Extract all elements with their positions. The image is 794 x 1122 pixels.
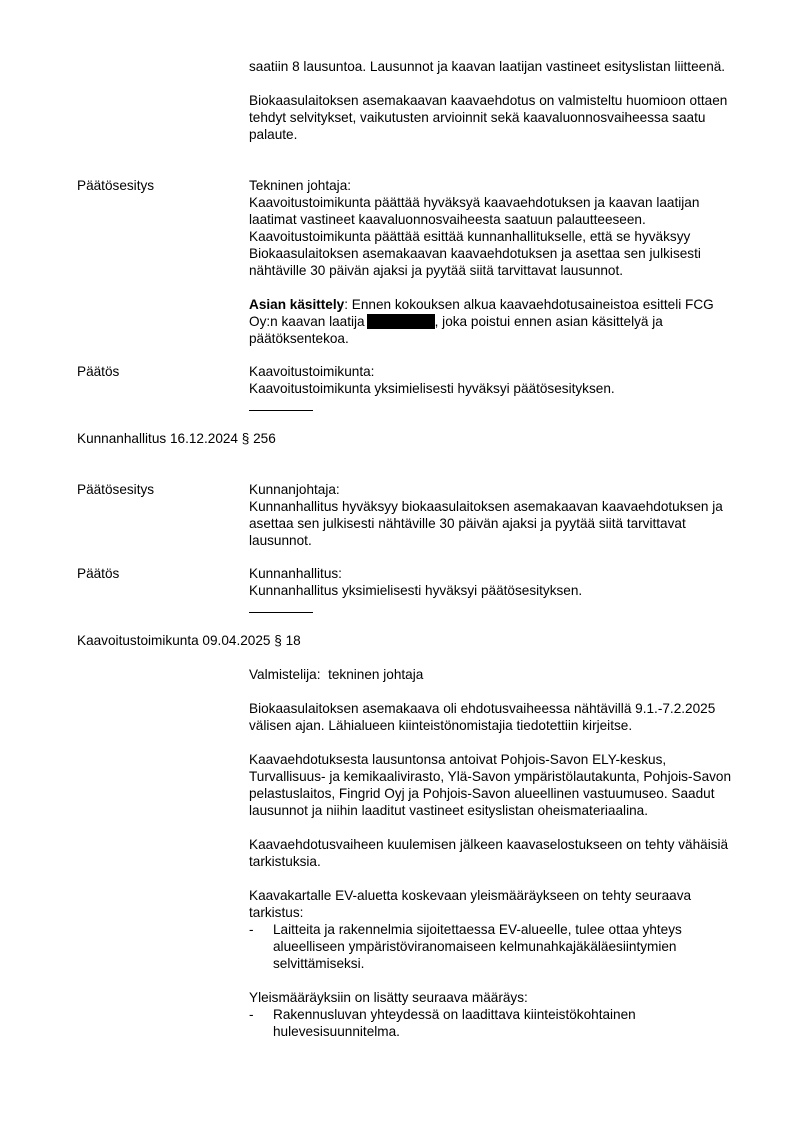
intro-paragraph-2: Biokaasulaitoksen asemakaavan kaavaehdotus on valmisteltu huomioon ottaen tehdyt selvitykset, vaikutusten arvioinnit sekä kaavaluonnosvaiheessa saatu palaute. xyxy=(249,93,728,142)
proposal-block-2 xyxy=(249,481,741,549)
redaction-box xyxy=(367,314,435,329)
general-regulation-paragraph: Yleismääräyksiin on lisätty seuraava määräys: xyxy=(249,990,528,1005)
decision-block-2 xyxy=(249,565,741,599)
proposal-block xyxy=(249,177,741,347)
revisions-paragraph: Kaavaehdotusvaiheen kuulemisen jälkeen kaavaselostukseen on tehty vähäisiä tarkistuksia. xyxy=(249,837,729,869)
decision-text-2: Kunnanhallitus yksimielisesti hyväksyi päätösesityksen. xyxy=(249,583,583,598)
proposer-2: Kunnanjohtaja: xyxy=(249,482,340,497)
bullet-text-2: Rakennusluvan yhteydessä on laadittava kiinteistökohtainen hulevesisuunnitelma. xyxy=(273,1007,636,1039)
bullet-item-1 xyxy=(249,921,741,972)
preparer-line: Valmistelija: tekninen johtaja xyxy=(249,667,424,682)
exhibition-paragraph: Biokaasulaitoksen asemakaava oli ehdotusvaiheessa nähtävillä 9.1.-7.2.2025 välisen ajan. Lähialueen kiinteistönomistajia tiedotettiin kirjeitse. xyxy=(249,701,716,733)
proposer: Tekninen johtaja: xyxy=(249,178,352,193)
handling-paragraph xyxy=(249,296,741,347)
ev-area-paragraph: Kaavakartalle EV-aluetta koskevaan yleismääräykseen on tehty seuraava tarkistus: xyxy=(249,888,692,920)
proposal-label: Päätösesitys xyxy=(77,178,155,193)
section-heading-kaavoitustoimikunta: Kaavoitustoimikunta 09.04.2025 § 18 xyxy=(77,633,301,648)
decision-block xyxy=(249,363,741,397)
section-heading-kunnanhallitus: Kunnanhallitus 16.12.2024 § 256 xyxy=(77,431,276,446)
bullet-text-1: Laitteita ja rakennelmia sijoitettaessa EV-alueelle, tulee ottaa yhteys alueelliseen ympäristöviranomaiseen kelmunahkajäkäläesiintymien selvittämiseksi. xyxy=(273,922,682,971)
handling-text-start: : Ennen kokouksen alkua kaavaehdotusaineistoa esitteli FCG Oy:n kaavan laatija xyxy=(249,297,714,329)
separator-line xyxy=(249,410,313,411)
handling-text-end: , joka poistui ennen asian käsittelyä ja päätöksentekoa. xyxy=(249,314,663,346)
intro-paragraph-1: saatiin 8 lausuntoa. Lausunnot ja kaavan laatijan vastineet esityslistan liitteenä. xyxy=(249,59,726,74)
proposal-text: Kaavoitustoimikunta päättää hyväksyä kaavaehdotuksen ja kaavan laatijan laatimat vastineet kaavaluonnosvaiheesta saatuun palautteeseen. Kaavoitustoimikunta päättää esittää kunnanhallitukselle, että se hyväksyy Biokaasulaitoksen asemakaavan kaavaehdotuksen ja asettaa sen julkisesti nähtäville 30 päivän ajaksi ja pyytää siitä tarvittavat lausunnot. xyxy=(249,195,701,278)
decision-label-2: Päätös xyxy=(77,566,120,581)
preparation-block xyxy=(249,666,741,1040)
handling-heading: Asian käsittely xyxy=(249,297,345,312)
statements-paragraph: Kaavaehdotuksesta lausuntonsa antoivat Pohjois-Savon ELY-keskus, Turvallisuus- ja kemikaalivirasto, Ylä-Savon ympäristölautakunta, Pohjois-Savon pelastuslaitos, Fingrid Oyj ja Pohjois-Savon alueellinen vastuumuseo. Saadut lausunnot ja niihin laaditut vastineet esityslistan oheismateriaalina. xyxy=(249,752,732,818)
intro-block xyxy=(249,58,741,143)
separator-line-2 xyxy=(249,612,313,613)
bullet-dash: - xyxy=(249,1007,254,1022)
proposal-label-2: Päätösesitys xyxy=(77,482,155,497)
proposal-text-2: Kunnanhallitus hyväksyy biokaasulaitoksen asemakaavan kaavaehdotuksen ja asettaa sen julkisesti nähtäville 30 päivän ajaksi ja pyytää siitä tarvittavat lausunnot. xyxy=(249,499,723,548)
decision-text: Kaavoitustoimikunta yksimielisesti hyväksyi päätösesityksen. xyxy=(249,381,615,396)
bullet-dash: - xyxy=(249,922,254,937)
decision-body-2: Kunnanhallitus: xyxy=(249,566,342,581)
decision-label: Päätös xyxy=(77,364,120,379)
decision-body: Kaavoitustoimikunta: xyxy=(249,364,375,379)
bullet-item-2 xyxy=(249,1006,741,1040)
